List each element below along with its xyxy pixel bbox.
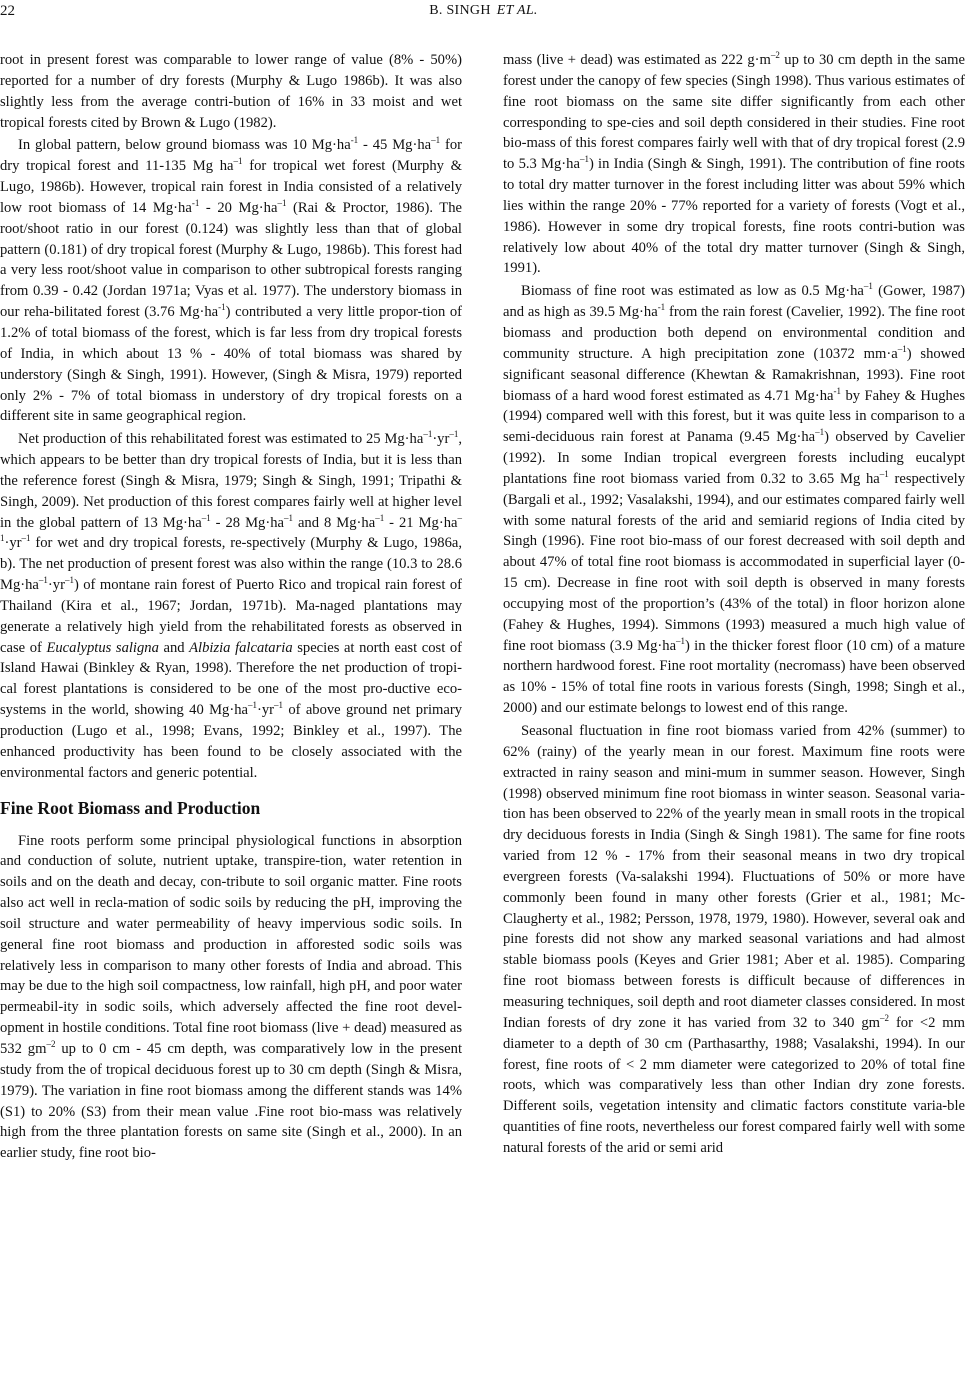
superscript: –1 [449,429,459,440]
italic-species-name: Albizia falcataria [189,639,293,656]
italic-species-name: Eucalyptus saligna [46,639,159,656]
right-column [503,50,965,1159]
paragraph: root in present forest was comparable to lower range of value (8% - 50%) reported for a number of dry forests (Murphy & Lugo 1986b). It was also slightly less from the average contri-bution of 16% in 33 moist and wet tropical forests cited by Brown & Lugo (1982). [0,52,462,131]
superscript: –1 [897,343,907,354]
superscript: –1 [676,635,686,646]
superscript: –2 [880,1012,890,1023]
superscript: –1 [375,512,385,523]
superscript: –1 [0,512,462,544]
superscript: –1 [21,533,31,544]
superscript: -1 [350,135,359,146]
superscript: –1 [38,575,48,586]
paragraph: Biomass of fine root was estimated as low as 0.5 $Mg\cdot ha^{-1}$ (Gower, 1987) and as high as 39.5 $Mg\cdot ha^{-1}$ from the rain forest (Cavelier, 1992). The fine root biomass and production both depend on environmental condition and community structure. A high precipitation zone (10372 $mm\cdot a^{-1}$) showed significant seasonal difference (Khewtan & Ramakrishnan, 1993). Fine root biomass of a hard wood forest estimated as 4.71 $Mg\cdot ha^{-1}$ by Fahey & Hughes (1994) compared well with this forest, but it was quite less in comparison to a semi-deciduous rain forest at Panama (9.45 $Mg\cdot ha^{-1}$) observed by Cavelier (1992). In some Indian tropical evergreen forests including eucalypt plantations fine root biomass varied from 0.32 to 3.65 Mg $ha^{-1}$ respectively (Bargali et al., 1992; Vasalakshi, 1994), and our estimates compared fairly well with some natural forests of the arid and semiarid regions of India cited by Singh (1996). Fine root bio-mass of our forest decreased with soil depth and about 47% of total fine root biomass is accommodated in superficial layer (0-15 cm). Decrease in fine root with soil depth is observed in many forests occupying most of the proportion’s (43% of the total) in floor horizon alone (Fahey & Hughes, 1994). Simmons (1993) measured a much high value of fine root biomass (3.9 $Mg\cdot ha^{-1}$) in the thicker forest floor (10 cm) of a mature northern hardwood forest. Fine root mortality (necromass) have been observed as 10% - 15% of total fine roots in various forests (Singh, 1998; Singh et al., 2000) and our estimate belongs to lowest end of this range. [503,281,966,717]
paragraph: mass (live + dead) was estimated as 222 $g\cdot m^{-2}$ up to 30 cm depth in the same forest under the canopy of few species (Singh 1998). Thus various estimates of fine root biomass on the same site differ significantly from each other corresponding to spe-cies and soil depth considered in their studies. Fine root bio-mass of this forest compares fairly well with that of dry tropical forest (2.9 to 5.3 $Mg\cdot ha^{-1}$) in India (Singh & Singh, 1991). The contribution of fine roots to total dry matter turnover in the forest including litter was about 59% which lies within the range 20% - 77% reported for a variety of forests (Vogt et al., 1986). However in some dry tropical forests, fine roots contri-bution was relatively low about 40% of the total dry matter turnover (Singh & Singh, 1991). [503,50,965,277]
superscript: -1 [191,197,200,208]
superscript: –1 [431,135,441,146]
superscript: –1 [815,427,825,438]
running-head [0,0,967,22]
superscript: –1 [879,468,889,479]
superscript: –1 [863,281,873,292]
superscript: -1 [833,385,842,396]
superscript: –1 [64,575,74,586]
page-number: 22 [0,3,15,19]
page-header [0,0,967,30]
paragraph: Net production of this rehabilitated forest was estimated to 25 $Mg\cdot ha^{-1}\cdot yr^{-1}$, which appears to be better than dry tropical forests of India, but it is less than the reference forest (Singh & Misra, 1979; Singh & Singh, 1991; Tripathi & Singh, 2009). Net production of this forest compares fairly well at higher level in the global pattern of 13 $Mg\cdot ha^{-1} - 28$ $Mg\cdot ha^{-1}$ and 8 $Mg\cdot ha^{-1} - 21$ $Mg\cdot ha^{-1}\cdot yr^{-1}$ for wet and dry tropical forests, re-spectively (Murphy & Lugo, 1986a, b). The net production of present forest was also within the range (10.3 to 28.6 $Mg\cdot ha^{-1}\cdot yr^{-1}$) of montane rain forest of Puerto Rico and tropical rain forest of Thailand (Kira et al., 1967; Jordan, 1971b). Ma-naged plantations may generate a relatively high yield from the rehabilitated forests as observed in case of Eucalyptus saligna and Albizia falcataria species at north east cost of Island Hawai (Binkley & Ryan, 1998). Therefore the net production of tropi-cal forest plantations is considered to be one of the most pro-ductive eco- systems in the world, showing 40 $Mg\cdot ha^{-1}\cdot yr^{-1}$ of above ground net primary production (Lugo et al., 1998; Evans, 1992; Binkley et al., 1997). The enhanced productivity has been found to be closely associated with the environmental factors and generic potential. [0,429,462,781]
paragraph: In global pattern, below ground biomass was 10 $Mg\cdot ha^{-1} - 45$ $Mg\cdot ha^{-1}$ for dry tropical forest and 11-135 Mg $ha^{-1}$ for tropical wet forest (Murphy & Lugo, 1986b). However, tropical rain forest in India consisted of a relatively low root biomass of 14 $Mg\cdot ha^{-1} - 20$ $Mg\cdot ha^{-1}$ (Rai & Proctor, 1986). The root/shoot ratio in our forest (0.124) was slightly less than that of global pattern (0.181) of dry tropical forest (Murphy & Lugo, 1986b). This forest had a very less root/shoot value in comparison to other subtropical forests ranging from 0.39 - 0.42 (Jordan 1971a; Vyas et al. 1977). The understory biomass in our reha-bilitated forest (3.76 $Mg\cdot ha^{-1}$) contributed a very little propor-tion of 1.2% of total biomass of the forest, which is far less from dry tropical forests of India, in which about 13 % - 40% of total biomass was shared by understory (Singh & Singh, 1991). However, (Singh & Misra, 1979) reported only 2% - 7% of total biomass in understory of dry tropical forests on a different site in same geographical region. [0,135,463,425]
running-head-author: B. SINGH [429,3,491,18]
superscript: –1 [233,156,243,167]
superscript: –2 [770,50,780,60]
superscript: –1 [201,512,211,523]
superscript: –1 [277,197,287,208]
superscript: –1 [283,512,293,523]
paragraph: Fine roots perform some principal physiological functions in absorption and conduction of solute, nutrient uptake, transpire-tion, water retention in soils and on the death and decay, con-tribute to soil organic matter. Fine roots also act well in recla-mation of sodic soils by reducing the pH, improving the soil structure and water permeability of heavy impervious sodic soils. In general fine root biomass and production in afforested sodic soils was relatively less in comparison to many other forests of India and abroad. This may be due to the high soil compactness, low rainfall, high pH, and poor water permeabil-ity in sodic soils, which adversely affected the fine root devel-opment in hostile conditions. Total fine root biomass (live + dead) measured as 532 $gm^{-2}$ up to 0 cm - 45 cm depth, was comparatively low in the present study from the of tropical deciduous forest up to 30 cm depth (Singh & Misra, 1979). The variation in fine root biomass among the different stands was 14% (S1) to 20% (S3) from their mean value .Fine root bio-mass was relatively high from the three plantation forests on same site (Singh et al., 2000). In an earlier study, fine root bio- [0,832,462,1162]
superscript: –1 [423,429,433,440]
superscript: -1 [657,302,666,313]
superscript: –1 [247,700,257,711]
section-heading: Fine Root Biomass and Production [0,797,261,818]
superscript: –2 [46,1038,56,1049]
running-head-etal: ET AL. [496,3,538,18]
superscript: –1 [274,700,284,711]
left-column [0,50,462,1164]
superscript: –1 [579,154,589,165]
superscript: -1 [218,302,226,313]
paragraph: Seasonal fluctuation in fine root biomass varied from 42% (summer) to 62% (rainy) of the yearly mean in our forest. Maximum fine roots were extracted in rainy season and mini-mum in summer season. However, Singh (1998) observed minimum fine root biomass in winter season. Seasonal varia-tion has been observed to 22% of the yearly mean in small roots in the tropical dry deciduous forests in India (Singh & Singh 1981). The same for fine roots varied from 12 % - 17% from their seasonal means in two dry tropical evergreen forests (Va-salakshi 1994). Fluctuations of 50% or more have commonly been found in many other forests (Grier et al., 1981; Mc-Claugherty et al., 1982; Persson, 1978, 1979, 1980). However, several oak and pine forests did not show any marked seasonal variations and had almost stable biomass pools (Keyes and Grier 1981; Aber et al. 1985). Comparing fine root biomass between forests is difficult because of differences in measuring techniques, soil depth and root diameter classes considered. In most Indian forests of dry zone it has varied from 32 to 340 $gm^{-2}$ for <2 mm diameter to a depth of 30 cm (Parthasarthy, 1988; Vasalakshi, 1994). In our forest, fine roots of < 2 mm diameter were categorized to 20% of total fine roots, which was comparatively less than other Indian dry zone forests. Different soils, vegetation intensity and climatic factors constitute varia-ble quantities of fine roots, nevertheless our forest compared fairly well with some natural forests of the arid or semi arid [503,723,965,1156]
